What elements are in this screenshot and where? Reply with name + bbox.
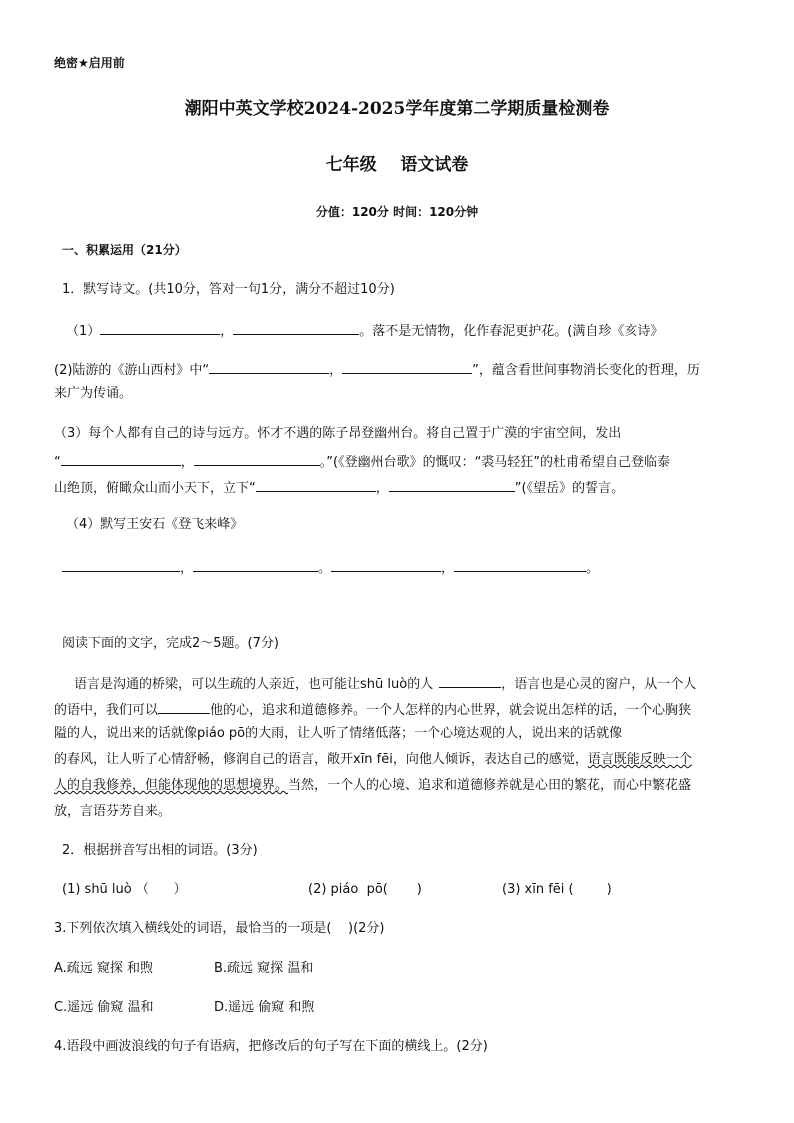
answer-blank[interactable] <box>342 360 472 374</box>
q1-p3-text: ”(《望岳》的誓言。 <box>514 481 625 496</box>
para-text: 语言是沟通的桥梁，可以生疏的人亲近，也可能让shū luò的人 <box>74 677 434 692</box>
answer-blank[interactable] <box>209 360 329 374</box>
q1-part2-line2: 来广为传诵。 <box>54 386 133 401</box>
reading-para-line4 <box>54 752 692 768</box>
q3-option-b: B.疏远 窥探 温和 <box>214 961 314 976</box>
reading-para-line2 <box>54 700 691 719</box>
q1-part3-line1: （3）每个人都有自己的诗与远方。怀才不遇的陈子昂登幽州台。将自己置于广漠的宇宙空间，发出 <box>54 426 622 441</box>
wavy-underlined-sentence: 语言既能反映一个 <box>587 752 692 767</box>
q4-stem: 4.语段中画波浪线的句子有语病，把修改后的句子写在下面的横线上。(2分) <box>54 1039 488 1054</box>
para-text: ，语言也是心灵的窗户，从一个人 <box>501 677 697 692</box>
q2-item1: (1) shū luò （ ） <box>62 882 187 897</box>
secrecy-mark: 绝密★启用前 <box>54 56 125 70</box>
para-text: 的春风，让人听了心情舒畅，修润自己的语言，敞开xīn fēi，向他人倾诉，表达自己的感觉， <box>54 752 588 767</box>
q1-part3-line3 <box>54 478 624 497</box>
section-heading: 一、积累运用（21分） <box>62 243 187 257</box>
reading-para-line1 <box>74 674 696 693</box>
exam-subtitle: 七年级 语文试卷 <box>325 155 469 175</box>
q1-part3-line2 <box>54 452 670 471</box>
answer-blank[interactable] <box>233 321 359 335</box>
q3-option-c: C.遥远 偷窥 温和 <box>54 1000 154 1015</box>
reading-para-line5 <box>54 778 691 794</box>
q1-p1-text: 。落不是无情物，化作春泥更护花。(满自珍《亥诗》 <box>359 324 664 339</box>
wavy-underlined-sentence: 人的自我修养，但能体现他的思想境界。 <box>54 778 289 793</box>
q2-item3: (3) xīn fēi ( ) <box>502 882 612 897</box>
q3-stem: 3.下列依次填入横线处的词语，最恰当的一项是( )(2分) <box>54 921 385 936</box>
punct: ， <box>220 324 234 339</box>
q1-part4-blanks <box>62 558 599 577</box>
answer-blank[interactable] <box>100 321 220 335</box>
answer-blank[interactable] <box>62 558 180 572</box>
answer-blank[interactable] <box>256 478 376 492</box>
reading-intro: 阅读下面的文字，完成2～5题。(7分) <box>62 636 279 651</box>
punct: ， <box>329 363 343 378</box>
para-text: 的语中，我们可以 <box>54 703 159 718</box>
punct: ， <box>375 481 389 496</box>
answer-blank[interactable] <box>439 674 501 688</box>
answer-blank[interactable] <box>389 478 515 492</box>
punct: ， <box>180 561 194 576</box>
punct: ， <box>441 561 455 576</box>
answer-blank[interactable] <box>454 558 586 572</box>
q2-item2: (2) piáo pō( ) <box>308 882 422 897</box>
para-text: 当然，一个人的心境、追求和道德修养就是心田的繁花，而心中繁花盛 <box>288 778 692 793</box>
q1-part4-stem: （4）默写王安石《登飞来峰》 <box>66 517 244 532</box>
punct: “ <box>54 455 61 470</box>
q1-p2-text: ”，蕴含看世间事物消长变化的哲理，历 <box>472 363 700 378</box>
q1-part1 <box>66 321 663 340</box>
q1-p1-label: （1） <box>66 324 101 339</box>
punct: 。 <box>318 561 332 576</box>
answer-blank[interactable] <box>331 558 441 572</box>
para-text: 他的心，追求和道德修养。一个人怎样的内心世界，就会说出怎样的话，一个心胸狭 <box>210 703 692 718</box>
punct: ， <box>180 455 194 470</box>
answer-blank[interactable] <box>158 700 210 714</box>
reading-para-line6: 放，言语芬芳自来。 <box>54 804 172 819</box>
score-time: 分值：120分 时间：120分钟 <box>315 205 479 219</box>
q1-p3-text: 。”(《登幽州台歌》的慨叹：“裘马轻狂”的杜甫希望自己登临泰 <box>319 455 671 470</box>
answer-blank[interactable] <box>61 452 181 466</box>
q2-stem: 2．根据拼音写出相的词语。(3分) <box>62 843 258 858</box>
q1-p3-text: 山绝顶，俯瞰众山而小天下，立下“ <box>54 481 256 496</box>
answer-blank[interactable] <box>194 452 320 466</box>
reading-para-line3: 隘的人，说出来的话就像piáo pō的大雨，让人听了情绪低落；一个心境达观的人，说出来的话就像 <box>54 726 623 741</box>
punct: 。 <box>586 561 600 576</box>
q1-p2-text: (2)陆游的《游山西村》中“ <box>54 363 210 378</box>
q1-stem: 1．默写诗文。(共10分，答对一句1分，满分不超过10分) <box>62 282 395 297</box>
q1-part2 <box>54 360 700 379</box>
answer-blank[interactable] <box>193 558 318 572</box>
q3-option-d: D.遥远 偷窥 和煦 <box>214 1000 315 1015</box>
q3-option-a: A.疏远 窥探 和煦 <box>54 961 154 976</box>
exam-title: 潮阳中英文学校2024-2025学年度第二学期质量检测卷 <box>184 99 610 119</box>
